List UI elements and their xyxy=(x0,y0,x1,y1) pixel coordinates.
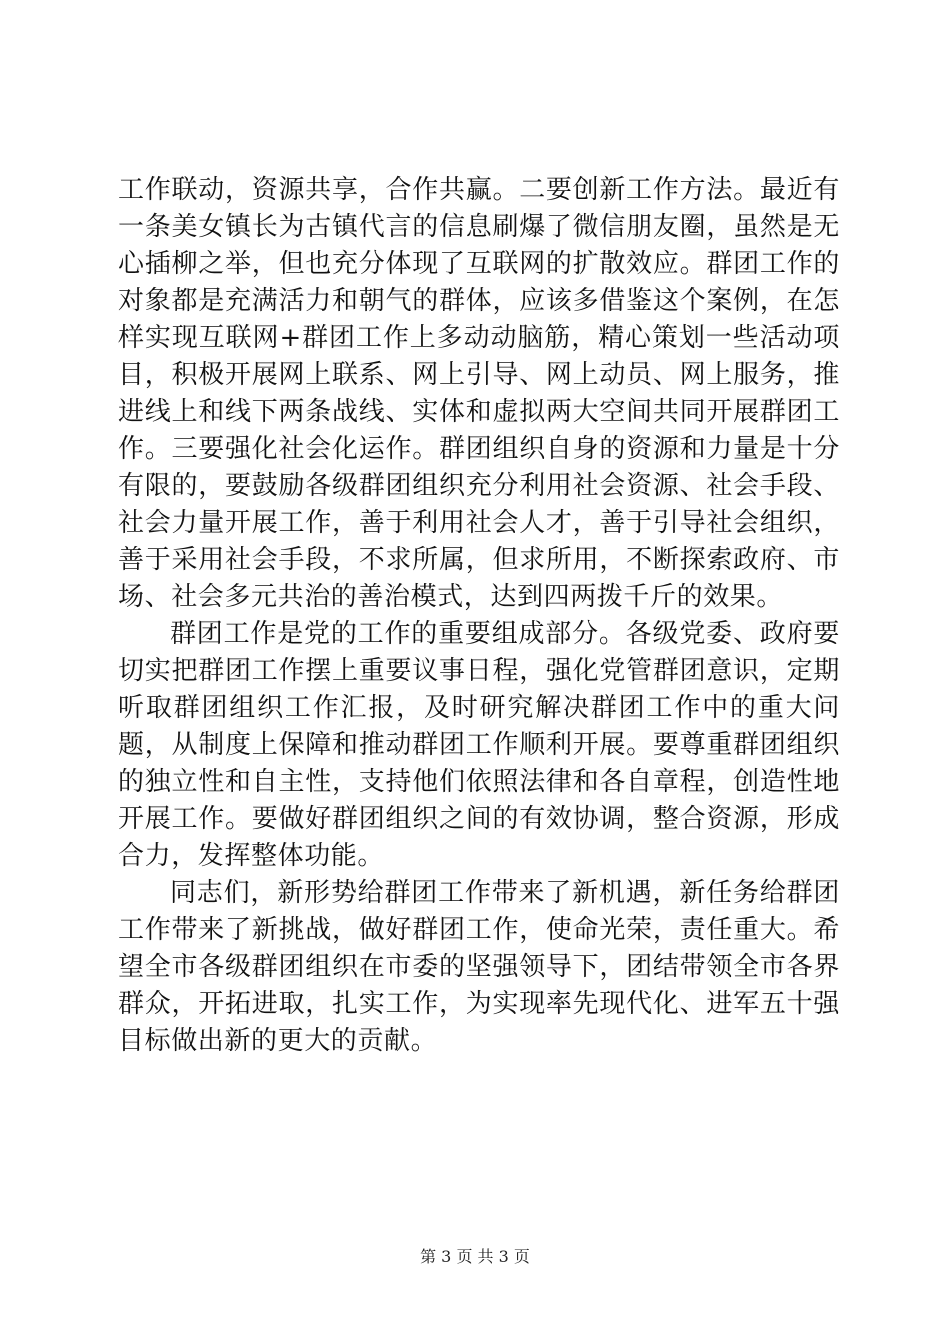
page-number-footer: 第 3 页 共 3 页 xyxy=(420,1247,530,1266)
paragraph-2: 群团工作是党的工作的重要组成部分。各级党委、政府要切实把群团工作摆上重要议事日程，强化党管群团意识，定期听取群团组织工作汇报，及时研究解决群团工作中的重大问题，从制度上保障和推动群团工作顺利开展。要尊重群团组织的独立性和自主性，支持他们依照法律和各自章程，创造性地开展工作。要做好群团组织之间的有效协调，整合资源，形成合力，发挥整体功能。 xyxy=(118,619,840,871)
paragraph-1: 工作联动，资源共享，合作共赢。二要创新工作方法。最近有一条美女镇长为古镇代言的信息刷爆了微信朋友圈，虽然是无心插柳之举，但也充分体现了互联网的扩散效应。群团工作的对象都是充满活力和朝气的群体，应该多借鉴这个案例，在怎样实现互联网+群团工作上多动动脑筋，精心策划一些活动项目，积极开展网上联系、网上引导、网上动员、网上服务，推进线上和线下两条战线、实体和虚拟两大空间共同开展群团工作。三要强化社会化运作。群团组织自身的资源和力量是十分有限的，要鼓励各级群团组织充分利用社会资源、社会手段、社会力量开展工作，善于利用社会人才，善于引导社会组织，善于采用社会手段，不求所属，但求所用，不断探索政府、市场、社会多元共治的善治模式，达到四两拨千斤的效果。 xyxy=(118,175,840,612)
paragraph-3: 同志们，新形势给群团工作带来了新机遇，新任务给群团工作带来了新挑战，做好群团工作，使命光荣，责任重大。希望全市各级群团组织在市委的坚强领导下，团结带领全市各界群众，开拓进取，扎实工作，为实现率先现代化、进军五十强目标做出新的更大的贡献。 xyxy=(118,878,840,1056)
document-body xyxy=(118,172,840,1060)
